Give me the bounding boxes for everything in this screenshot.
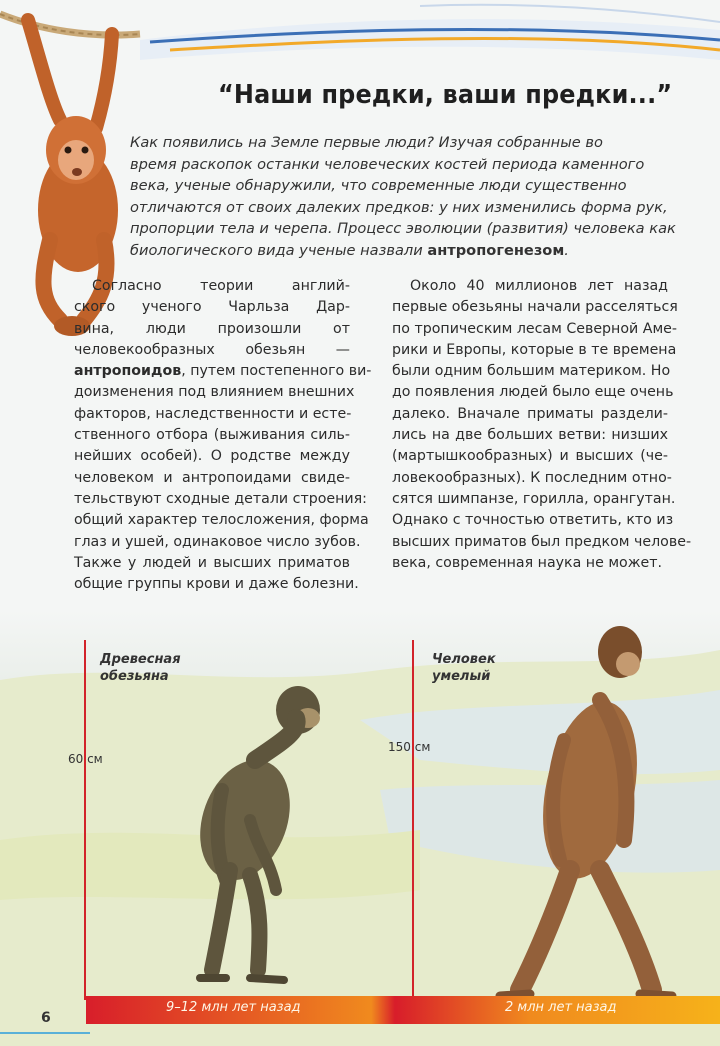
species-name-line: Человек bbox=[432, 652, 496, 667]
intro-line: Как появились на Земле первые люди? Изучая собранные во bbox=[130, 134, 603, 151]
text-line: общие группы крови и даже болезни. bbox=[74, 576, 359, 593]
intro-line: века, ученые обнаружили, что современные люди существенно bbox=[130, 177, 627, 194]
page-number: 6 bbox=[41, 1010, 51, 1026]
text-line: Около 40 миллионов лет назад bbox=[410, 278, 668, 294]
text-line: тельствуют сходные детали строения: bbox=[74, 490, 367, 507]
page-title: “Наши предки, ваши предки...” bbox=[218, 80, 673, 110]
text-line: ственного отбора (выживания силь- bbox=[74, 427, 350, 444]
text-line: ского ученого Чарльза Дар- bbox=[74, 299, 350, 316]
intro-line: отличаются от своих далеких предков: у них изменились форма рук, bbox=[130, 198, 668, 216]
text-line: общий характер телосложения, форма bbox=[74, 512, 369, 529]
text-line: человеком и антропоидами свиде- bbox=[74, 469, 350, 486]
height-marker-homo-habilis bbox=[412, 640, 414, 1000]
intro-line: время раскопок останки человеческих костей периода каменного bbox=[130, 155, 645, 173]
text-line: Однако с точностью ответить, кто из bbox=[392, 512, 674, 529]
intro-paragraph bbox=[130, 132, 678, 261]
intro-line: пропорции тела и черепа. Процесс эволюции (развития) человека как bbox=[130, 220, 676, 237]
text-line: первые обезьяны начали расселяться bbox=[392, 299, 678, 316]
height-marker-tree-ape bbox=[84, 640, 86, 1000]
intro-text: . bbox=[564, 241, 569, 259]
text-line bbox=[74, 361, 372, 382]
text-line: высших приматов был предком челове- bbox=[392, 533, 692, 550]
text-line: века, современная наука не может. bbox=[392, 554, 662, 571]
text-line: до появления людей было еще очень bbox=[392, 384, 674, 401]
right-column-text bbox=[392, 276, 692, 574]
species-label-homo-habilis bbox=[432, 651, 496, 685]
text-line: ловекообразных). К последним отно- bbox=[392, 469, 672, 486]
text-line: рики и Европы, которые в те времена bbox=[392, 341, 677, 358]
text-line: глаз и ушей, одинаковое число зубов. bbox=[74, 533, 361, 550]
height-label-homo-habilis: 150 см bbox=[388, 740, 431, 754]
text-line: Согласно теории англий- bbox=[92, 278, 350, 294]
time-label-tree-ape: 9–12 млн лет назад bbox=[166, 1000, 301, 1015]
intro-text: биологического вида ученые назвали bbox=[130, 241, 428, 259]
height-label-tree-ape: 60 см bbox=[68, 752, 103, 766]
text-line: нейших особей). О родстве между bbox=[74, 448, 350, 465]
intro-term: антропогенезом bbox=[427, 241, 565, 259]
text-line: Также у людей и высших приматов bbox=[74, 554, 350, 571]
species-name-line: Древесная bbox=[100, 652, 181, 667]
text-line: далеко. Вначале приматы раздели- bbox=[392, 405, 668, 422]
page-number-underline bbox=[0, 1032, 90, 1034]
text-line: были одним большим материком. Но bbox=[392, 363, 671, 380]
term-anthropoids: антропоидов bbox=[74, 363, 182, 380]
species-label-tree-ape bbox=[100, 651, 181, 685]
text-line: вина, люди произошли от bbox=[74, 320, 350, 337]
text-line: сятся шимпанзе, горилла, орангутан. bbox=[392, 490, 676, 507]
text-line: лись на две больших ветви: низших bbox=[392, 427, 668, 444]
species-name-line: обезьяна bbox=[100, 669, 169, 684]
text-line: факторов, наследственности и есте- bbox=[74, 405, 352, 422]
species-name-line: умелый bbox=[432, 669, 491, 684]
text-line: доизменения под влиянием внешних bbox=[74, 384, 355, 401]
left-column-text bbox=[74, 276, 372, 595]
text-line: (мартышкообразных) и высших (че- bbox=[392, 448, 668, 465]
text-line: по тропическим лесам Северной Аме- bbox=[392, 320, 678, 337]
text: , путем постепенного ви- bbox=[181, 363, 372, 380]
time-label-homo-habilis: 2 млн лет назад bbox=[505, 1000, 617, 1015]
text-line: человекообразных обезьян — bbox=[74, 341, 350, 358]
intro-line bbox=[130, 240, 678, 262]
